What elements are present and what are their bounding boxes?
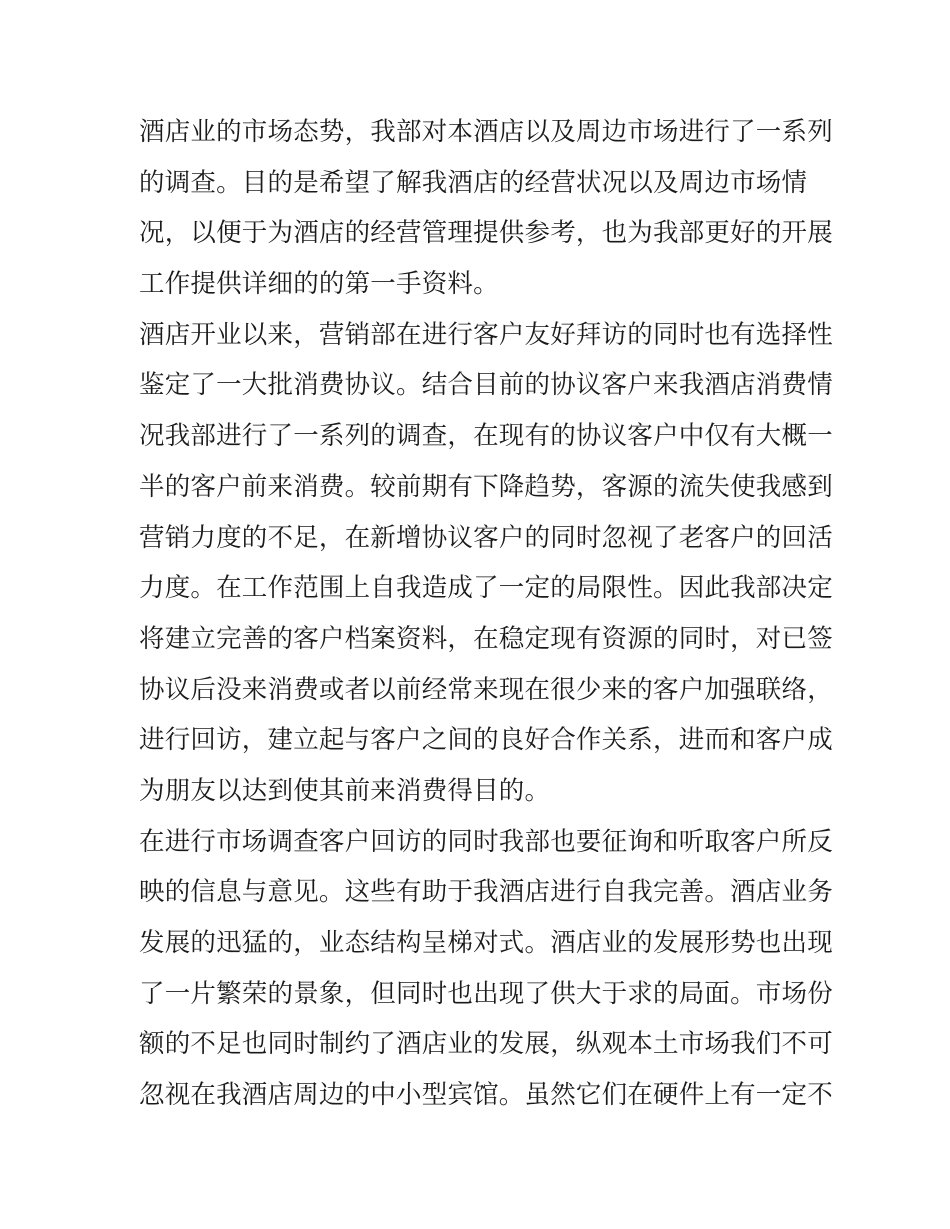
- text-line: 况，以便于为酒店的经营管理提供参考，也为我部更好的开展: [139, 218, 833, 249]
- text-line: 的调查。目的是希望了解我酒店的经营状况以及周边市场情: [139, 167, 808, 198]
- text-line: 鉴定了一大批消费协议。结合目前的协议客户来我酒店消费情: [139, 370, 833, 401]
- text-line: 为朋友以达到使其前来消费得目的。: [139, 775, 551, 806]
- text-line: 酒店业的市场态势，我部对本酒店以及周边市场进行了一系列: [139, 117, 833, 147]
- text-line: 力度。在工作范围上自我造成了一定的局限性。因此我部决定: [139, 573, 833, 604]
- text-line: 在进行市场调查客户回访的同时我部也要征询和听取客户所反: [139, 826, 833, 857]
- text-line: 发展的迅猛的，业态结构呈梯对式。酒店业的发展形势也出现: [139, 928, 833, 958]
- text-line: 半的客户前来消费。较前期有下降趋势，客源的流失使我感到: [139, 471, 833, 502]
- text-line: 协议后没来消费或者以前经常来现在很少来的客户加强联络，: [139, 674, 833, 705]
- text-line: 额的不足也同时制约了酒店业的发展，纵观本土市场我们不可: [139, 1029, 833, 1060]
- text-line: 进行回访，建立起与客户之间的良好合作关系，进而和客户成: [139, 725, 833, 756]
- text-line: 忽视在我酒店周边的中小型宾馆。虽然它们在硬件上有一定不: [139, 1080, 833, 1111]
- text-line: 了一片繁荣的景象，但同时也出现了供大于求的局面。市场份: [139, 978, 833, 1009]
- text-line: 营销力度的不足，在新增协议客户的同时忽视了老客户的回活: [139, 522, 833, 553]
- text-line: 将建立完善的客户档案资料，在稳定现有资源的同时，对已签: [139, 623, 833, 654]
- text-line: 酒店开业以来，营销部在进行客户友好拜访的同时也有选择性: [139, 319, 833, 350]
- document-body: [139, 107, 833, 1121]
- text-line: 工作提供详细的的第一手资料。: [139, 269, 499, 300]
- text-line: 映的信息与意见。这些有助于我酒店进行自我完善。酒店业务: [139, 877, 833, 908]
- text-line: 况我部进行了一系列的调查，在现有的协议客户中仅有大概一: [139, 421, 833, 452]
